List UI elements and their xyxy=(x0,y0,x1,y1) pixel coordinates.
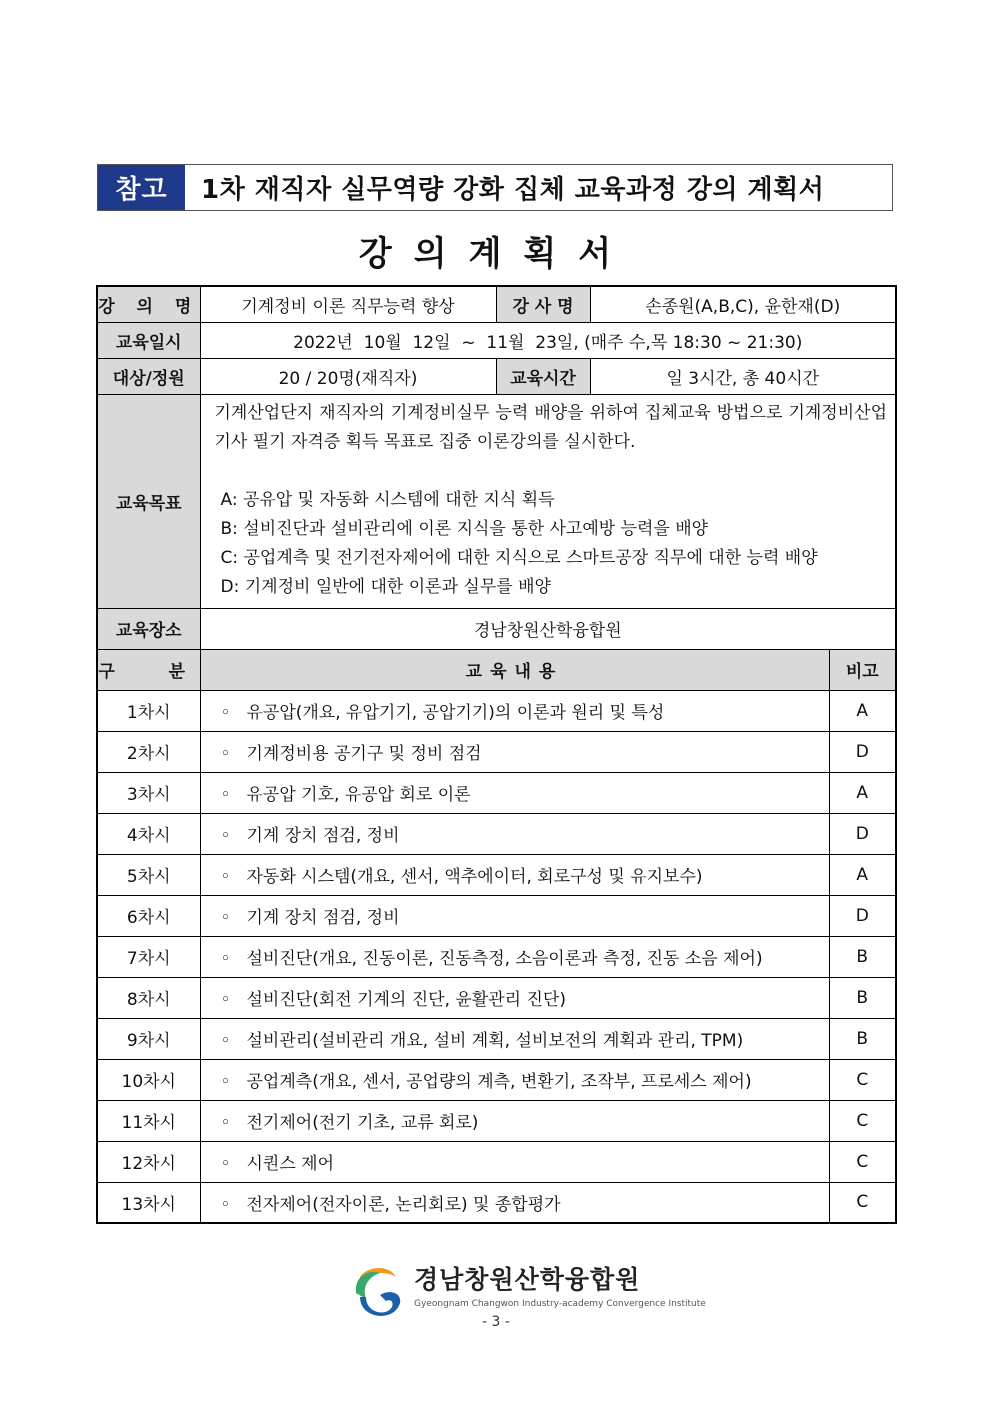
session-row xyxy=(97,772,896,813)
bullet-icon: ◦ xyxy=(220,908,231,928)
session-row xyxy=(97,1141,896,1182)
session-content-cell xyxy=(200,1141,829,1182)
session-content: 전기제어(전기 기초, 교류 회로) xyxy=(246,1113,479,1133)
session-content: 설비진단(회전 기계의 진단, 윤활관리 진단) xyxy=(246,990,566,1010)
logo-name-en: Gyeongnam Changwon Industry-academy Convergence Institute xyxy=(414,1299,706,1309)
goal-text: 기계산업단지 재직자의 기계정비실무 능력 배양을 위하여 집체교육 방법으로 기계정비산업기사 필기 자격증 획득 목표로 집중 이론강의를 실시한다. xyxy=(214,402,887,452)
session-content: 기계 장치 점검, 정비 xyxy=(246,908,400,928)
session-note: A xyxy=(829,690,896,731)
session-number: 7차시 xyxy=(97,936,200,977)
session-row xyxy=(97,895,896,936)
session-number: 10차시 xyxy=(97,1059,200,1100)
instructor-label: 강 사 명 xyxy=(496,286,590,322)
banner-title: 1차 재직자 실무역량 강화 집체 교육과정 강의 계획서 xyxy=(201,175,825,205)
logo-text xyxy=(414,1263,706,1309)
place-value: 경남창원산학융합원 xyxy=(200,608,896,649)
session-note: A xyxy=(829,772,896,813)
target-value: 20 / 20명(재직자) xyxy=(200,358,496,394)
session-row xyxy=(97,1100,896,1141)
lecture-plan-table xyxy=(96,285,897,1224)
session-content-cell xyxy=(200,1100,829,1141)
session-note: D xyxy=(829,731,896,772)
bullet-icon: ◦ xyxy=(220,703,231,723)
session-note: D xyxy=(829,813,896,854)
session-note: C xyxy=(829,1100,896,1141)
session-content-cell xyxy=(200,772,829,813)
session-content-cell xyxy=(200,936,829,977)
session-number: 5차시 xyxy=(97,854,200,895)
bullet-icon: ◦ xyxy=(220,1154,231,1174)
banner-tag: 참고 xyxy=(98,165,185,210)
place-row xyxy=(97,608,896,649)
session-number: 9차시 xyxy=(97,1018,200,1059)
session-content: 자동화 시스템(개요, 센서, 액추에이터, 회로구성 및 유지보수) xyxy=(246,867,703,887)
session-row xyxy=(97,1018,896,1059)
session-content-cell xyxy=(200,977,829,1018)
bullet-icon: ◦ xyxy=(220,1113,231,1133)
bullet-icon: ◦ xyxy=(220,867,231,887)
bullet-icon: ◦ xyxy=(220,744,231,764)
page-title: 강의계획서 xyxy=(358,234,634,274)
date-label: 교육일시 xyxy=(97,322,200,358)
session-content-cell xyxy=(200,854,829,895)
logo-name-kr: 경남창원산학융합원 xyxy=(414,1265,641,1294)
session-row xyxy=(97,936,896,977)
session-content: 유공압 기호, 유공압 회로 이론 xyxy=(246,785,471,805)
session-content: 기계 장치 점검, 정비 xyxy=(246,826,400,846)
session-note: B xyxy=(829,977,896,1018)
session-content-cell xyxy=(200,813,829,854)
session-content-cell xyxy=(200,1059,829,1100)
course-label: 강 의 명 xyxy=(97,286,200,322)
session-content-cell xyxy=(200,1182,829,1223)
session-content-cell xyxy=(200,731,829,772)
session-note: A xyxy=(829,854,896,895)
session-content-cell xyxy=(200,1018,829,1059)
bullet-icon: ◦ xyxy=(220,1031,231,1051)
session-content: 유공압(개요, 유압기기, 공압기기)의 이론과 원리 및 특성 xyxy=(246,703,665,723)
session-note: C xyxy=(829,1182,896,1223)
target-label: 대상/정원 xyxy=(97,358,200,394)
bullet-icon: ◦ xyxy=(220,949,231,969)
date-value: 2022년 10월 12일 ~ 11월 23일, (매주 수,목 18:30 ~ 21:30) xyxy=(200,322,896,358)
reference-banner xyxy=(97,164,893,211)
schedule-header-row xyxy=(97,649,896,690)
note-header: 비고 xyxy=(829,649,896,690)
session-number: 12차시 xyxy=(97,1141,200,1182)
hours-value: 일 3시간, 총 40시간 xyxy=(590,358,896,394)
session-note: B xyxy=(829,1018,896,1059)
date-row xyxy=(97,322,896,358)
goal-cell xyxy=(200,394,896,608)
session-row xyxy=(97,690,896,731)
goal-item-d: D: 기계정비 일반에 대한 이론과 실무를 배양 xyxy=(220,576,551,597)
session-number: 6차시 xyxy=(97,895,200,936)
session-row xyxy=(97,813,896,854)
session-content-cell xyxy=(200,690,829,731)
session-note: D xyxy=(829,895,896,936)
goal-item-a: A: 공유압 및 자동화 시스템에 대한 지식 획득 xyxy=(220,489,555,510)
session-number: 1차시 xyxy=(97,690,200,731)
session-content: 설비관리(설비관리 개요, 설비 계획, 설비보전의 계획과 관리, TPM) xyxy=(246,1031,744,1051)
session-row xyxy=(97,1059,896,1100)
session-row xyxy=(97,854,896,895)
session-row xyxy=(97,1182,896,1223)
hours-label: 교육시간 xyxy=(496,358,590,394)
place-label: 교육장소 xyxy=(97,608,200,649)
session-number: 4차시 xyxy=(97,813,200,854)
bullet-icon: ◦ xyxy=(220,785,231,805)
bullet-icon: ◦ xyxy=(220,826,231,846)
session-header: 구 분 xyxy=(97,649,200,690)
session-rows xyxy=(97,690,896,1223)
session-number: 2차시 xyxy=(97,731,200,772)
bullet-icon: ◦ xyxy=(220,1194,231,1215)
session-row xyxy=(97,977,896,1018)
session-number: 13차시 xyxy=(97,1182,200,1223)
session-content-cell xyxy=(200,895,829,936)
session-content: 전자제어(전자이론, 논리회로) 및 종합평가 xyxy=(246,1194,561,1215)
target-row xyxy=(97,358,896,394)
instructor-value: 손종원(A,B,C), 윤한재(D) xyxy=(590,286,896,322)
session-content: 기계정비용 공기구 및 정비 점검 xyxy=(246,744,482,764)
goal-item-b: B: 설비진단과 설비관리에 이론 지식을 통한 사고예방 능력을 배양 xyxy=(220,518,709,539)
bullet-icon: ◦ xyxy=(220,1072,231,1092)
session-note: B xyxy=(829,936,896,977)
session-note: C xyxy=(829,1141,896,1182)
session-content: 공업계측(개요, 센서, 공업량의 계측, 변환기, 조작부, 프로세스 제어) xyxy=(246,1072,752,1092)
goal-row xyxy=(97,394,896,608)
bullet-icon: ◦ xyxy=(220,990,231,1010)
content-header: 교육내용 xyxy=(200,649,829,690)
page-number: - 3 - xyxy=(482,1314,510,1330)
session-number: 11차시 xyxy=(97,1100,200,1141)
session-content: 시퀀스 제어 xyxy=(246,1154,335,1174)
session-note: C xyxy=(829,1059,896,1100)
course-row xyxy=(97,286,896,322)
course-value: 기계정비 이론 직무능력 향상 xyxy=(200,286,496,322)
session-row xyxy=(97,731,896,772)
goal-list xyxy=(215,486,888,602)
session-number: 8차시 xyxy=(97,977,200,1018)
goal-label: 교육목표 xyxy=(97,394,200,608)
session-number: 3차시 xyxy=(97,772,200,813)
goal-item-c: C: 공업계측 및 전기전자제어에 대한 지식으로 스마트공장 직무에 대한 능력 배양 xyxy=(220,547,818,568)
session-content: 설비진단(개요, 진동이론, 진동측정, 소음이론과 측정, 진동 소음 제어) xyxy=(246,949,763,969)
